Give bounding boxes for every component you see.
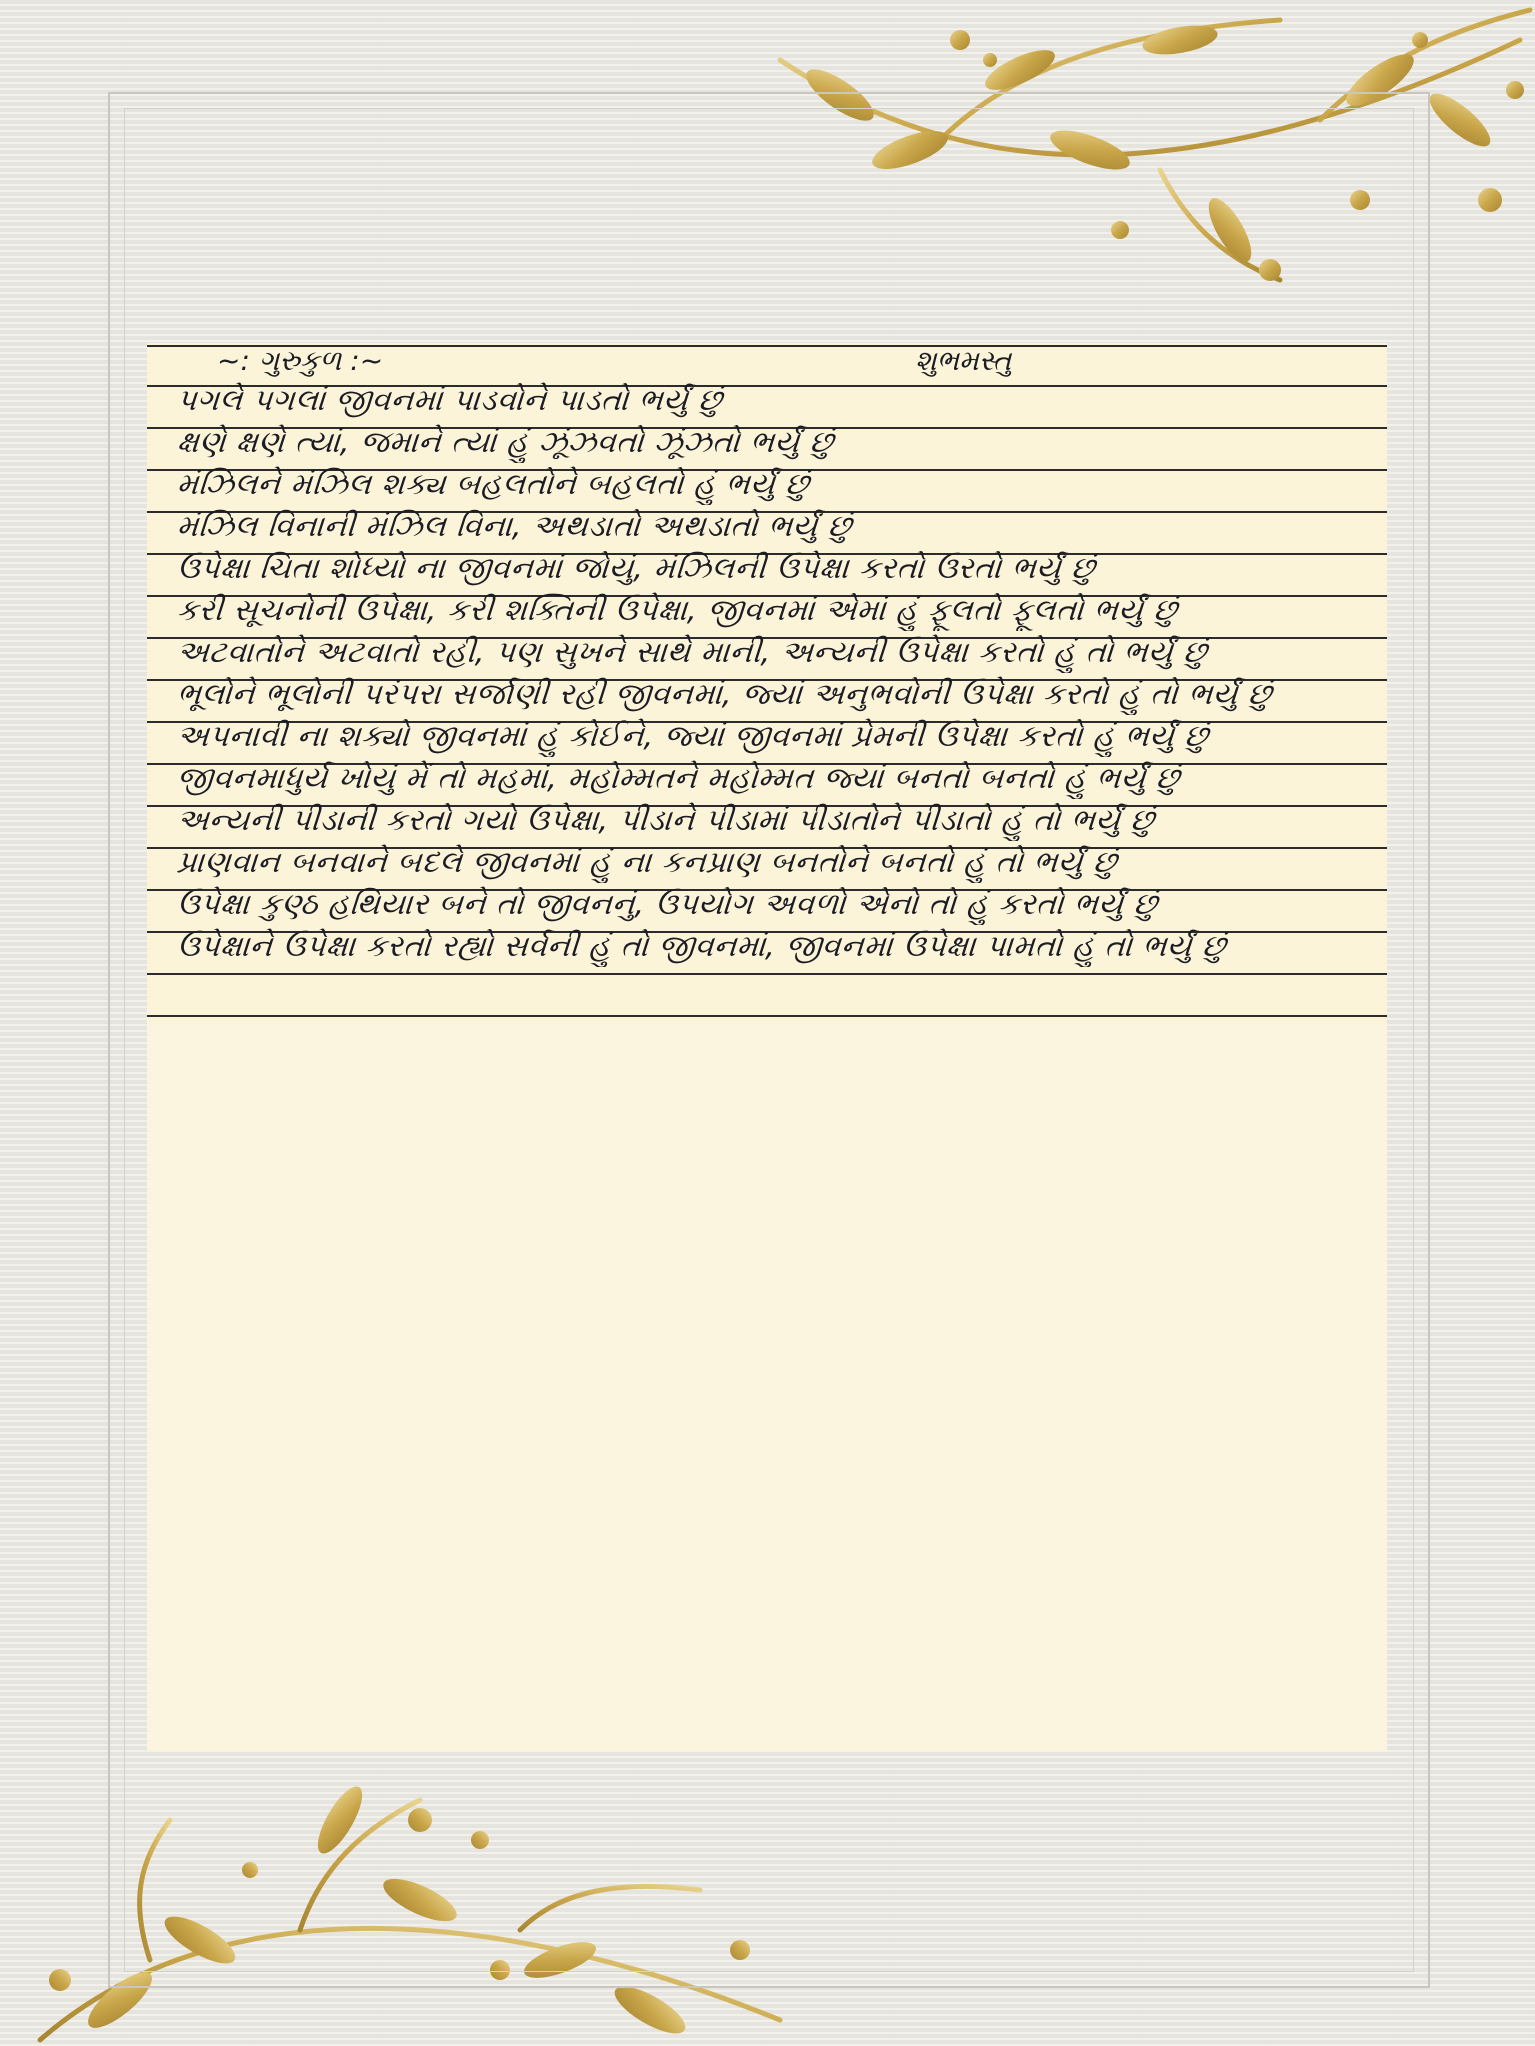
header-left-title: ~: ગુરુકુળ :~ bbox=[217, 344, 384, 377]
handwritten-line: ભૂલોને ભૂલોની પરંપરા સર્જાણી રહી જીવનમાં, જ્યાં અનુભવોની ઉપેક્ષા કરતો હું તો ભર્યું છું bbox=[175, 677, 1273, 712]
scanned-paper-sheet bbox=[147, 343, 1387, 1751]
header-right-title: શુભમસ્તુ bbox=[915, 344, 1012, 377]
handwritten-line: પ્રાણવાન બનવાને બદલે જીવનમાં હું ના કનપ્રાણ બનતોને બનતો હું તો ભર્યું છું bbox=[175, 845, 1119, 880]
rule-line bbox=[147, 973, 1387, 975]
handwritten-line: ઉપેક્ષા ચિતા શોધ્યો ના જીવનમાં જોયું, મંઝિલની ઉપેક્ષા કરતો ઉરતો ભર્યું છું bbox=[175, 551, 1097, 586]
handwritten-line: ક્ષણે ક્ષણે ત્યાં, જમાને ત્યાં હું ઝૂંઝવતો ઝૂંઝતો ભર્યું છું bbox=[175, 425, 835, 460]
handwritten-line: અન્યની પીડાની કરતો ગયો ઉપેક્ષા, પીડાને પીડામાં પીડાતોને પીડાતો હું તો ભર્યું છું bbox=[175, 803, 1156, 838]
handwritten-line: અટવાતોને અટવાતો રહી, પણ સુખને સાથે માની, અન્યની ઉપેક્ષા કરતો હું તો ભર્યું છું bbox=[175, 635, 1209, 670]
handwritten-line: ઉપેક્ષા કુણ્ઠ હથિયાર બને તો જીવનનું, ઉપયોગ અવળો એનો તો હું કરતો ભર્યું છું bbox=[175, 887, 1159, 922]
handwritten-line: અપનાવી ના શક્યો જીવનમાં હું કોઈને, જ્યાં જીવનમાં પ્રેમની ઉપેક્ષા કરતો હું ભર્યું છું bbox=[175, 719, 1210, 754]
ruled-handwritten-area bbox=[147, 343, 1387, 1023]
handwritten-line: મંઝિલ વિનાની મંઝિલ વિના, અથડાતો અથડાતો ભર્યું છું bbox=[175, 509, 853, 544]
handwritten-line: પગલે પગલાં જીવનમાં પાડવોને પાડતો ભર્યું છું bbox=[175, 383, 724, 418]
handwritten-line: કરી સૂચનોની ઉપેક્ષા, કરી શક્તિની ઉપેક્ષા, જીવનમાં એમાં હું ફૂલતો ફૂલતો ભર્યું છું bbox=[175, 593, 1179, 628]
handwritten-line: જીવનમાધુર્ય ખોયું મેં તો મહમાં, મહોમ્મતને મહોમ્મત જ્યાં બનતો બનતો હું ભર્યું છું bbox=[175, 761, 1181, 796]
handwritten-line: ઉપેક્ષાને ઉપેક્ષા કરતો રહ્યો સર્વની હું તો જીવનમાં, જીવનમાં ઉપેક્ષા પામતો હું તો ભર્યું છું bbox=[175, 929, 1228, 964]
handwritten-line: મંઝિલને મંઝિલ શક્ય બહલતોને બહલતો હું ભર્યું છું bbox=[175, 467, 811, 502]
rule-line bbox=[147, 1015, 1387, 1017]
